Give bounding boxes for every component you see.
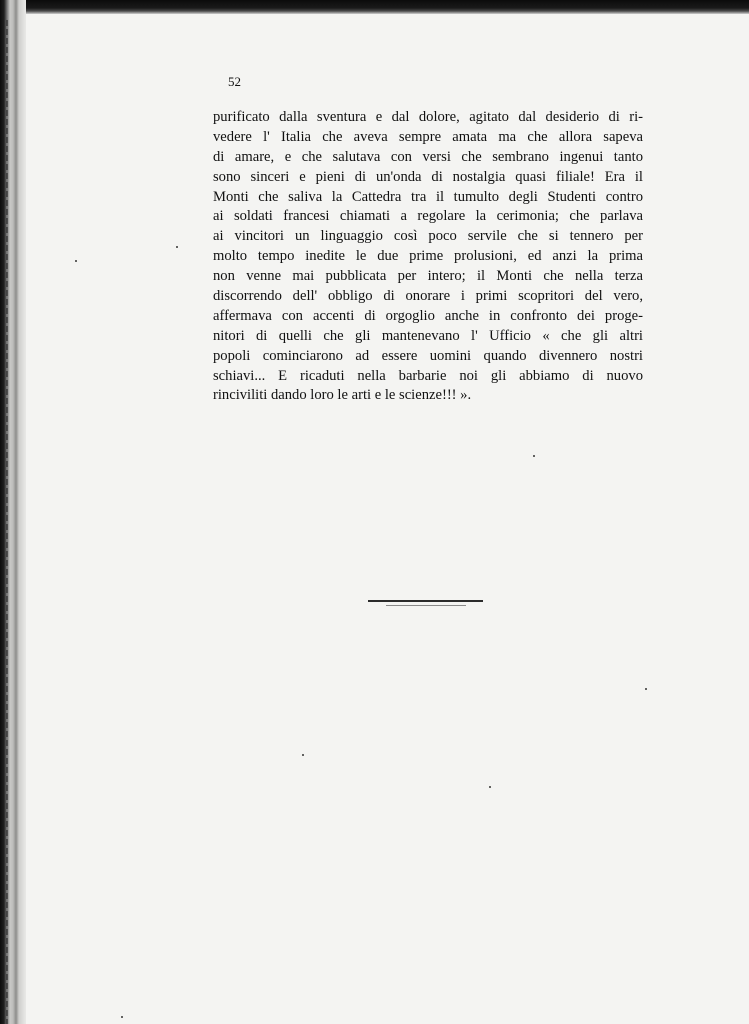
text-line: popoli cominciarono ad essere uomini quando divennero nostri: [213, 347, 643, 364]
text-line: nitori di quelli che gli mantenevano l' Ufficio « che gli altri: [213, 327, 643, 344]
section-end-rule: [368, 600, 483, 602]
text-line: purificato dalla sventura e dal dolore, agitato dal desiderio di ri-: [213, 109, 643, 125]
page-number: 52: [228, 74, 241, 89]
text-line: discorrendo dell' obbligo di onorare i primi scopritori del vero,: [213, 288, 643, 305]
scan-top-edge: [0, 0, 749, 14]
scan-speck: [121, 1016, 123, 1018]
text-line: non venne mai pubblicata per intero; il Monti che nella terza: [213, 268, 643, 285]
scan-binding-edge: [0, 0, 26, 1024]
text-line: vedere l' Italia che aveva sempre amata ma che allora sapeva: [213, 128, 643, 145]
scan-speck: [645, 688, 647, 690]
text-line: ai vincitori un linguaggio così poco servile che si tennero per: [213, 228, 643, 245]
scan-speck: [176, 246, 178, 248]
scan-speck: [489, 786, 491, 788]
body-paragraph: [213, 108, 643, 406]
text-line: sono sinceri e pieni di un'onda di nostalgia quasi filiale! Era il: [213, 168, 643, 185]
text-line: rinciviliti dando loro le arti e le scienze!!! ».: [213, 387, 472, 404]
text-line: schiavi... E ricaduti nella barbarie noi gli abbiamo di nuovo: [213, 367, 643, 384]
text-line: Monti che saliva la Cattedra tra il tumulto degli Studenti contro: [213, 188, 643, 205]
scan-speck: [302, 754, 304, 756]
text-line: ai soldati francesi chiamati a regolare la cerimonia; che parlava: [213, 208, 643, 225]
scan-speck: [533, 455, 535, 457]
text-line: affermava con accenti di orgoglio anche in confronto dei proge-: [213, 307, 643, 324]
text-line: di amare, e che salutava con versi che sembrano ingenui tanto: [213, 148, 643, 165]
text-line: molto tempo inedite le due prime prolusioni, ed anzi la prima: [213, 248, 643, 265]
scan-speck: [75, 260, 77, 262]
